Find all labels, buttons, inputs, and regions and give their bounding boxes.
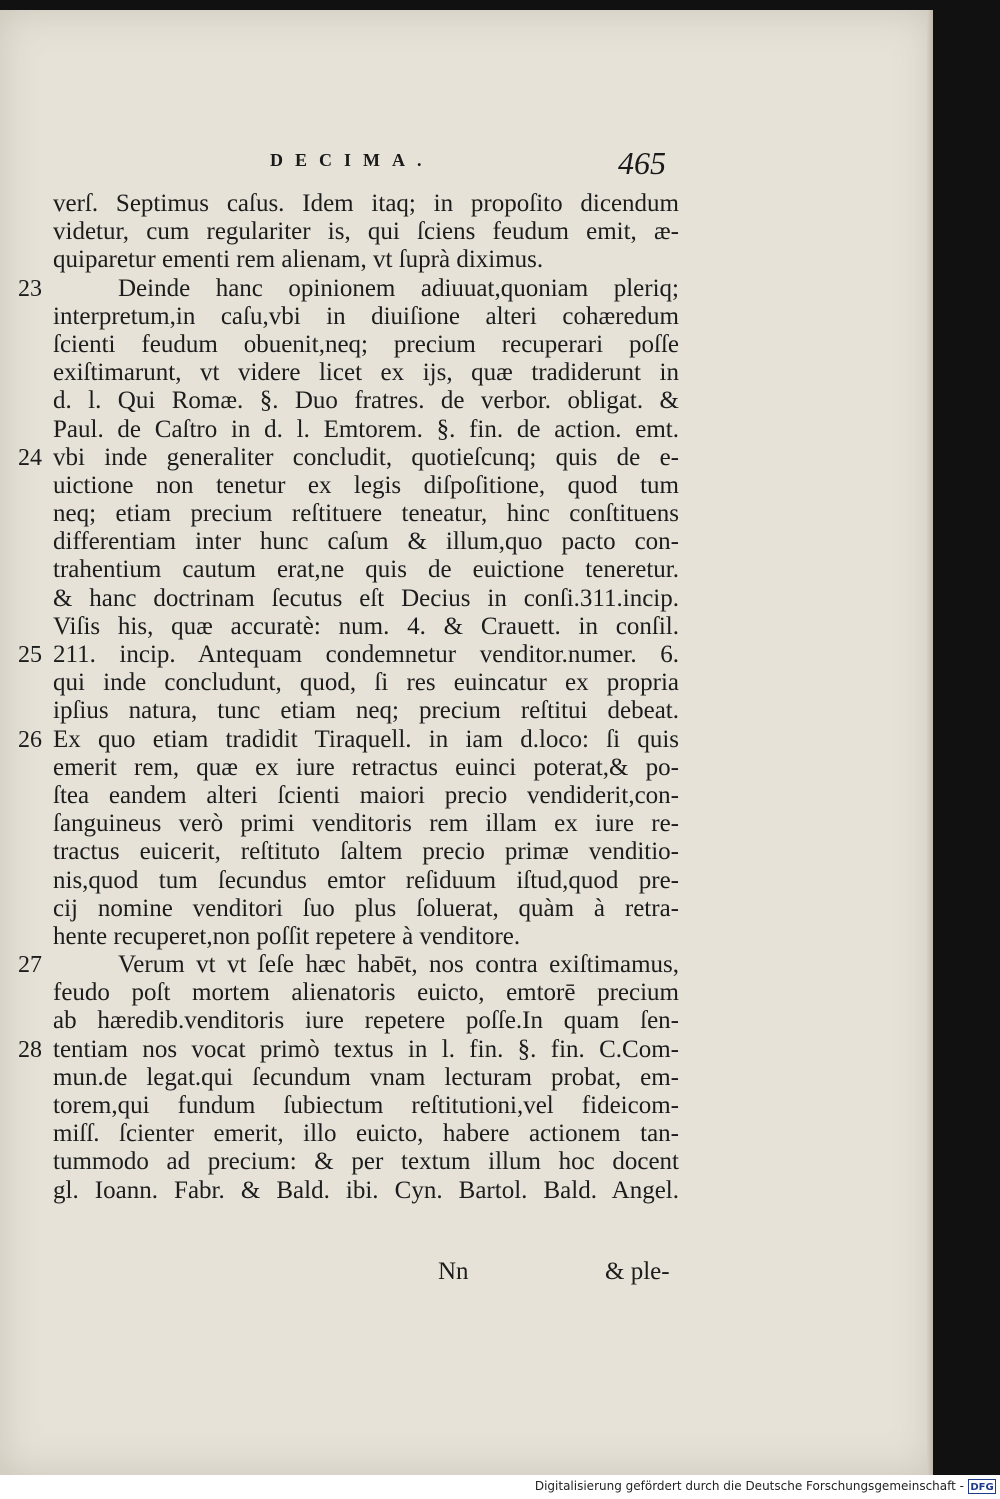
line-text: feudo poſt mortem alienatoris euicto, emtorē precium xyxy=(53,979,679,1007)
text-line xyxy=(0,1092,933,1120)
line-text: ſanguineus verò primi venditoris rem illam ex iure re- xyxy=(53,810,679,838)
margin-number: 28 xyxy=(18,1036,42,1063)
text-line xyxy=(0,246,933,274)
text-line xyxy=(0,641,933,669)
line-text: verſ. Septimus caſus. Idem itaq; in propoſito dicendum xyxy=(53,190,679,217)
margin-number: 23 xyxy=(18,275,42,302)
text-line xyxy=(0,500,933,528)
line-text: torem,qui fundum ſubiectum reſtitutioni,vel fideicom- xyxy=(53,1092,679,1119)
line-text: neq; etiam precium reſtituere teneatur, hinc conſtituens xyxy=(53,500,679,528)
line-text: exiſtimarunt, vt videre licet ex ijs, quæ tradiderunt in xyxy=(53,359,679,387)
book-page xyxy=(0,10,933,1475)
line-text: tentiam nos vocat primò textus in l. fin. §. fin. C.Com- xyxy=(53,1035,679,1063)
text-line xyxy=(0,669,933,697)
text-line xyxy=(0,951,933,979)
line-text: ab hæredib.venditoris iure repetere poſſe.In quam ſen- xyxy=(53,1007,679,1035)
margin-number: 25 xyxy=(18,642,42,668)
text-line xyxy=(0,613,933,641)
text-line xyxy=(0,1177,933,1205)
text-line xyxy=(0,726,933,754)
text-line xyxy=(0,782,933,810)
text-line xyxy=(0,895,933,923)
text-line xyxy=(0,556,933,584)
line-text: uictione non tenetur ex legis diſpoſitione, quod tum xyxy=(53,471,679,499)
footer-line xyxy=(0,1258,933,1288)
page-header xyxy=(0,147,933,187)
text-line xyxy=(0,416,933,444)
line-text: vbi inde generaliter concludit, quotieſcunq; quis de e- xyxy=(53,443,679,471)
line-text: 211. incip. Antequam condemnetur venditor.numer. 6. xyxy=(53,641,679,668)
line-text: Deinde hanc opinionem adiuuat,quoniam pleriq; xyxy=(118,274,679,302)
text-line xyxy=(0,528,933,556)
text-line xyxy=(0,472,933,500)
margin-number: 27 xyxy=(18,952,42,979)
line-text: videtur, cum regulariter is, qui ſciens feudum emit, æ- xyxy=(53,218,679,246)
text-line xyxy=(0,1007,933,1035)
line-text: & hanc doctrinam ſecutus eſt Decius in conſi.311.incip. xyxy=(53,584,679,612)
text-line xyxy=(0,275,933,303)
footer-credit: Digitalisierung gefördert durch die Deutsche Forschungsgemeinschaft - xyxy=(534,1479,964,1493)
signature-mark: Nn xyxy=(438,1258,469,1285)
line-text: Paul. de Caſtro in d. l. Emtorem. §. fin. de action. emt. xyxy=(53,415,679,443)
line-text: Ex quo etiam tradidit Tiraquell. in iam d.loco: ſi quis xyxy=(53,725,679,753)
catchword: & ple- xyxy=(605,1258,670,1285)
line-text: cij nomine venditori ſuo plus ſoluerat, quàm à retra- xyxy=(53,894,679,922)
line-text: nis,quod tum ſecundus emtor reſiduum iſtud,quod pre- xyxy=(53,866,679,894)
text-line xyxy=(0,444,933,472)
line-text: emerit rem, quæ ex iure retractus euinci poterat,& po- xyxy=(53,753,679,781)
dfg-logo: DFG xyxy=(968,1479,996,1494)
text-line xyxy=(0,810,933,838)
text-line xyxy=(0,979,933,1007)
line-text: interpretum,in caſu,vbi in diuiſione alteri cohæredum xyxy=(53,302,679,330)
text-line xyxy=(0,1120,933,1148)
line-text: hente recuperet,non poſſit repetere à venditore. xyxy=(53,922,521,950)
text-line xyxy=(0,387,933,415)
text-line xyxy=(0,303,933,331)
line-text: Verum vt vt ſeſe hæc habēt, nos contra exiſtimamus, xyxy=(118,951,679,979)
text-line xyxy=(0,359,933,387)
line-text: tractus euicerit, reſtituto ſaltem precio primæ venditio- xyxy=(53,838,679,866)
line-text: quiparetur ementi rem alienam, vt ſuprà diximus. xyxy=(53,246,544,274)
text-line xyxy=(0,867,933,895)
text-line xyxy=(0,218,933,246)
line-text: ſtea eandem alteri ſcienti maiori precio vendiderit,con- xyxy=(53,781,679,809)
line-text: Viſis his, quæ accuratè: num. 4. & Crauett. in conſil. xyxy=(53,612,679,640)
text-line xyxy=(0,1036,933,1064)
text-line xyxy=(0,697,933,725)
text-line xyxy=(0,1064,933,1092)
text-line xyxy=(0,331,933,359)
running-head: DECIMA. xyxy=(270,150,434,170)
line-text: mun.de legat.qui ſecundum vnam lecturam probat, em- xyxy=(53,1063,679,1091)
text-line xyxy=(0,754,933,782)
page-number: 465 xyxy=(618,145,666,181)
line-text: d. l. Qui Romæ. §. Duo fratres. de verbor. obligat. & xyxy=(53,387,679,415)
margin-number: 24 xyxy=(18,444,42,471)
line-text: miſſ. ſcienter emerit, illo euicto, habere actionem tan- xyxy=(53,1120,679,1148)
line-text: ipſius natura, tunc etiam neq; precium reſtitui debeat. xyxy=(53,697,679,725)
line-text: gl. Ioann. Fabr. & Bald. ibi. Cyn. Bartol. Bald. Angel. xyxy=(53,1176,679,1204)
text-line xyxy=(0,923,933,951)
line-text: qui inde concludunt, quod, ſi res euincatur ex propria xyxy=(53,669,679,697)
digitization-footer xyxy=(0,1475,1000,1499)
text-body xyxy=(0,190,933,1205)
line-text: trahentium cautum erat,ne quis de euictione teneretur. xyxy=(53,556,679,584)
text-line xyxy=(0,585,933,613)
margin-number: 26 xyxy=(18,726,42,753)
text-line xyxy=(0,1148,933,1176)
line-text: differentiam inter hunc caſum & illum,quo pacto con- xyxy=(53,528,679,556)
line-text: tummodo ad precium: & per textum illum hoc docent xyxy=(53,1148,679,1176)
line-text: ſcienti feudum obuenit,neq; precium recuperari poſſe xyxy=(53,330,679,358)
text-line xyxy=(0,838,933,866)
text-line xyxy=(0,190,933,218)
